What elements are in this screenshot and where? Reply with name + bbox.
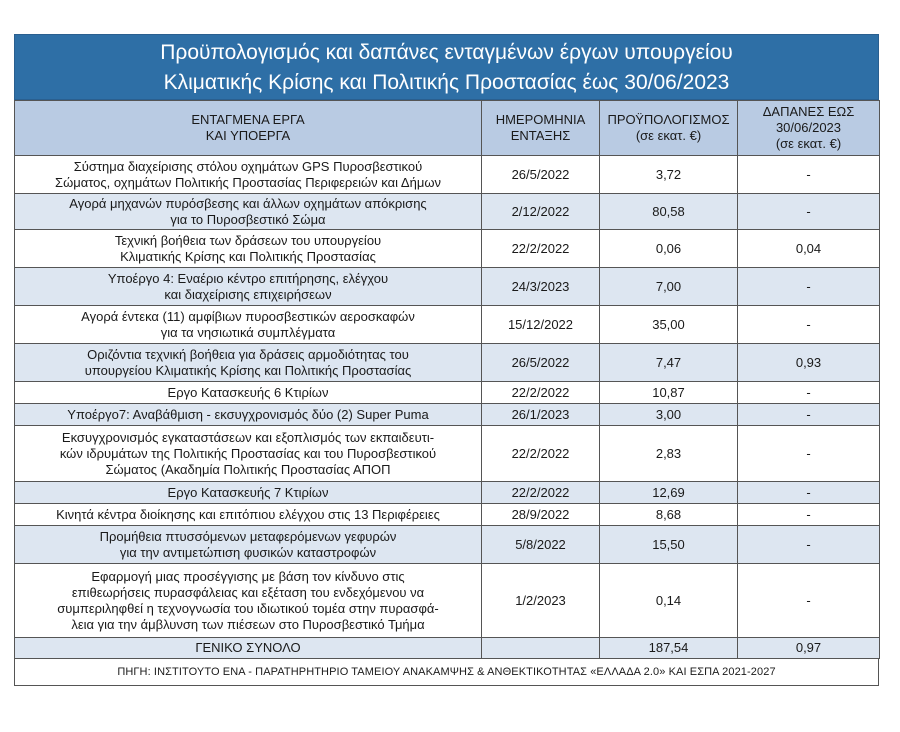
cell-date: 15/12/2022 xyxy=(482,306,600,344)
cell-project xyxy=(15,268,482,306)
cell-spent: 0,93 xyxy=(738,344,880,382)
table-body xyxy=(15,156,880,659)
project-line: Οριζόντια τεχνική βοήθεια για δράσεις αρμοδιότητας του xyxy=(87,346,409,362)
table-header xyxy=(15,101,880,156)
cell-budget: 7,47 xyxy=(600,344,738,382)
cell-project xyxy=(15,564,482,638)
project-line: Κλιματικής Κρίσης και Πολιτικής Προστασίας xyxy=(120,248,376,264)
table-row xyxy=(15,382,880,404)
header-budget: ΠΡΟΫΠΟΛΟΓΙΣΜΟΣ (σε εκατ. €) xyxy=(600,101,738,156)
table-row xyxy=(15,268,880,306)
table-title xyxy=(14,34,879,100)
title-line-1: Προϋπολογισμός και δαπάνες ενταγμένων έργων υπουργείου xyxy=(160,41,733,64)
cell-spent: - xyxy=(738,404,880,426)
cell-spent: - xyxy=(738,426,880,482)
project-line: Κινητά κέντρα διοίκησης και επιτόπιου ελέγχου στις 13 Περιφέρειες xyxy=(56,506,440,522)
cell-spent: - xyxy=(738,482,880,504)
project-line: Τεχνική βοήθεια των δράσεων του υπουργείου xyxy=(114,232,382,248)
cell-project xyxy=(15,382,482,404)
project-line: Σώματος (Ακαδημία Πολιτικής Προστασίας ΑΠΟΠ xyxy=(105,461,391,477)
project-line: Εργο Κατασκευής 7 Κτιρίων xyxy=(167,484,329,500)
cell-budget: 12,69 xyxy=(600,482,738,504)
project-line: Υποέργο 4: Εναέριο κέντρο επιτήρησης, ελέγχου xyxy=(107,270,389,286)
project-line: και διαχείρισης επιχειρήσεων xyxy=(164,286,332,302)
cell-budget: 7,00 xyxy=(600,268,738,306)
cell-budget: 2,83 xyxy=(600,426,738,482)
table-row xyxy=(15,194,880,230)
cell-date: 22/2/2022 xyxy=(482,230,600,268)
table-row xyxy=(15,426,880,482)
table-row xyxy=(15,526,880,564)
total-budget: 187,54 xyxy=(600,638,738,659)
cell-budget: 80,58 xyxy=(600,194,738,230)
total-date xyxy=(482,638,600,659)
cell-date: 5/8/2022 xyxy=(482,526,600,564)
project-line: συμπεριληφθεί η τεχνογνωσία του ιδιωτικού τομέα στην πυρασφά- xyxy=(57,600,439,616)
table-row xyxy=(15,156,880,194)
cell-date: 26/5/2022 xyxy=(482,156,600,194)
total-spent: 0,97 xyxy=(738,638,880,659)
project-line: Εργο Κατασκευής 6 Κτιρίων xyxy=(167,384,329,400)
table-row xyxy=(15,404,880,426)
header-date: ΗΜΕΡΟΜΗΝΙΑ ΕΝΤΑΞΗΣ xyxy=(482,101,600,156)
cell-spent: 0,04 xyxy=(738,230,880,268)
project-line: Αγορά έντεκα (11) αμφίβιων πυροσβεστικών αεροσκαφών xyxy=(81,308,415,324)
cell-project xyxy=(15,194,482,230)
project-line: για το Πυροσβεστικό Σώμα xyxy=(170,211,326,227)
cell-project xyxy=(15,404,482,426)
cell-project xyxy=(15,504,482,526)
cell-date: 26/1/2023 xyxy=(482,404,600,426)
cell-budget: 3,00 xyxy=(600,404,738,426)
cell-date: 2/12/2022 xyxy=(482,194,600,230)
cell-project xyxy=(15,156,482,194)
cell-spent: - xyxy=(738,564,880,638)
project-line: για τα νησιωτικά συμπλέγματα xyxy=(160,324,336,340)
project-line: επιθεωρήσεις πυρασφάλειας και εξέταση του ενδεχόμενου να xyxy=(71,584,425,600)
cell-date: 22/2/2022 xyxy=(482,426,600,482)
total-label: ΓΕΝΙΚΟ ΣΥΝΟΛΟ xyxy=(15,638,482,659)
cell-date: 22/2/2022 xyxy=(482,482,600,504)
table-row xyxy=(15,344,880,382)
cell-project xyxy=(15,306,482,344)
cell-date: 24/3/2023 xyxy=(482,268,600,306)
project-line: υπουργείου Κλιματικής Κρίσης και Πολιτικής Προστασίας xyxy=(84,362,412,378)
project-line: Προμήθεια πτυσσόμενων μεταφερόμενων γεφυρών xyxy=(99,528,397,544)
table-row xyxy=(15,504,880,526)
cell-budget: 35,00 xyxy=(600,306,738,344)
table-row xyxy=(15,306,880,344)
cell-project xyxy=(15,482,482,504)
cell-date: 28/9/2022 xyxy=(482,504,600,526)
cell-spent: - xyxy=(738,504,880,526)
table-row xyxy=(15,482,880,504)
source-note: ΠΗΓΗ: ΙΝΣΤΙΤΟΥΤΟ ΕΝΑ - ΠΑΡΑΤΗΡΗΤΗΡΙΟ ΤΑΜΕΙΟΥ ΑΝΑΚΑΜΨΗΣ & ΑΝΘΕΚΤΙΚΟΤΗΤΑΣ «ΕΛΛΑΔΑ 2.0» ΚΑΙ ΕΣΠΑ 2021-2027 xyxy=(14,659,879,686)
cell-project xyxy=(15,230,482,268)
cell-budget: 0,06 xyxy=(600,230,738,268)
project-line: Εφαρμογή μιας προσέγγισης με βάση τον κίνδυνο στις xyxy=(91,568,405,584)
table-row xyxy=(15,230,880,268)
cell-spent: - xyxy=(738,268,880,306)
project-line: Υποέργο7: Αναβάθμιση - εκσυγχρονισμός δύο (2) Super Puma xyxy=(67,406,429,422)
cell-project xyxy=(15,344,482,382)
project-line: κών ιδρυμάτων της Πολιτικής Προστασίας και του Πυροσβεστικού xyxy=(59,445,437,461)
cell-budget: 8,68 xyxy=(600,504,738,526)
project-line: Εκσυγχρονισμός εγκαταστάσεων και εξοπλισμός των εκπαιδευτι- xyxy=(61,429,435,445)
cell-budget: 3,72 xyxy=(600,156,738,194)
cell-date: 26/5/2022 xyxy=(482,344,600,382)
header-row xyxy=(15,101,880,156)
cell-spent: - xyxy=(738,306,880,344)
cell-spent: - xyxy=(738,194,880,230)
cell-date: 1/2/2023 xyxy=(482,564,600,638)
cell-spent: - xyxy=(738,526,880,564)
cell-budget: 15,50 xyxy=(600,526,738,564)
cell-project xyxy=(15,526,482,564)
header-project: ΕΝΤΑΓΜΕΝΑ ΕΡΓΑ ΚΑΙ ΥΠΟΕΡΓΑ xyxy=(15,101,482,156)
cell-project xyxy=(15,426,482,482)
project-line: λεια για την άμβλυνση των πιέσεων στο Πυροσβεστικό Τμήμα xyxy=(71,616,425,632)
project-line: Αγορά μηχανών πυρόσβεσης και άλλων οχημάτων απόκρισης xyxy=(69,195,427,211)
cell-spent: - xyxy=(738,382,880,404)
projects-table xyxy=(14,100,880,659)
cell-spent: - xyxy=(738,156,880,194)
project-line: για την αντιμετώπιση φυσικών καταστροφών xyxy=(119,544,377,560)
table-row xyxy=(15,564,880,638)
cell-budget: 10,87 xyxy=(600,382,738,404)
header-spent: ΔΑΠΑΝΕΣ ΕΩΣ 30/06/2023 (σε εκατ. €) xyxy=(738,101,880,156)
project-line: Σύστημα διαχείρισης στόλου οχημάτων GPS Πυροσβεστικού xyxy=(73,158,423,174)
total-row xyxy=(15,638,880,659)
cell-budget: 0,14 xyxy=(600,564,738,638)
budget-table-container xyxy=(14,34,879,686)
title-line-2: Κλιματικής Κρίσης και Πολιτικής Προστασίας έως 30/06/2023 xyxy=(163,71,730,94)
project-line: Σώματος, οχημάτων Πολιτικής Προστασίας Περιφερειών και Δήμων xyxy=(55,174,441,190)
cell-date: 22/2/2022 xyxy=(482,382,600,404)
